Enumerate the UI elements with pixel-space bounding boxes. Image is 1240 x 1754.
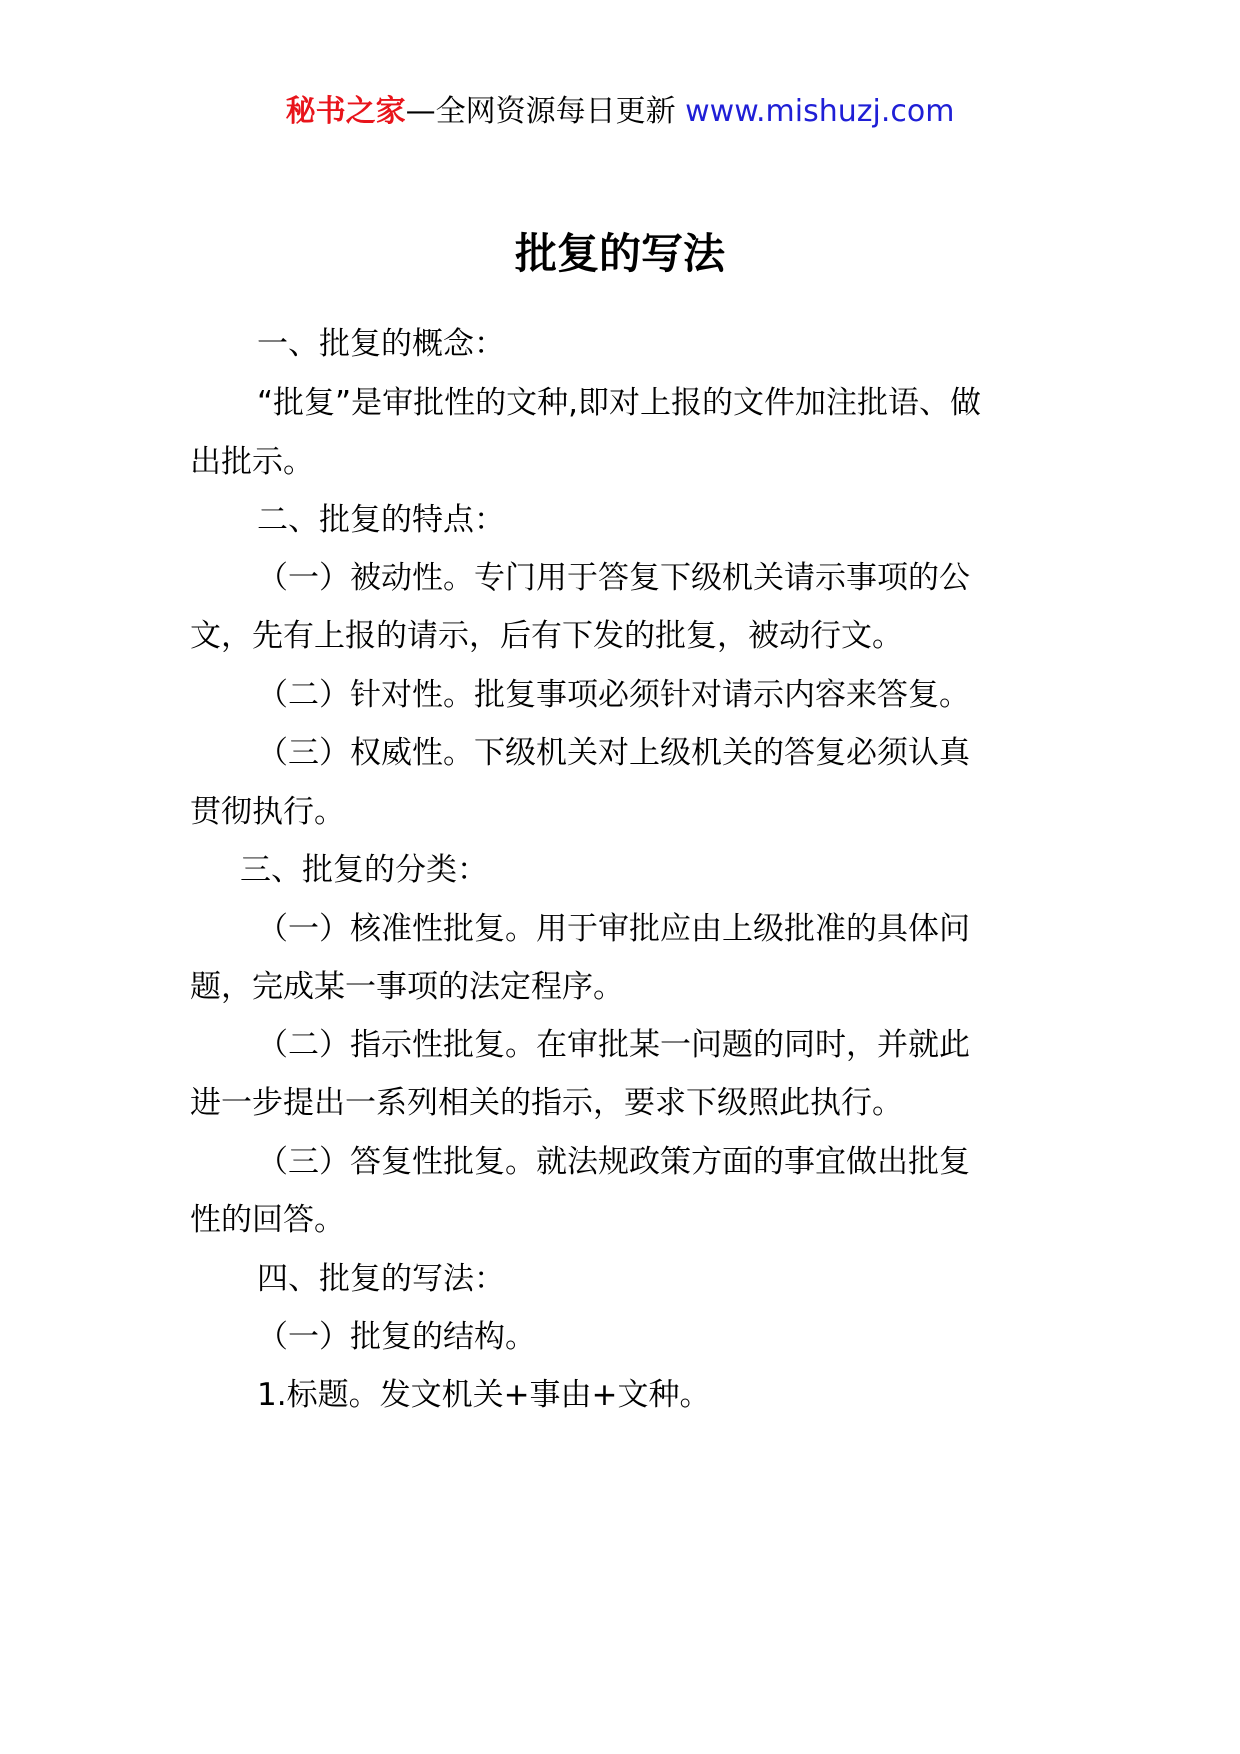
paragraph-line: （一）核准性批复。用于审批应由上级批准的具体问 (257, 911, 970, 947)
paragraph-line: 贯彻执行。 (190, 794, 345, 830)
brand-name: 秘书之家 (285, 94, 406, 129)
paragraph-line: （一）批复的结构。 (257, 1319, 536, 1355)
paragraph-line: （三）权威性。下级机关对上级机关的答复必须认真 (257, 735, 970, 771)
paragraph-line: 性的回答。 (190, 1202, 345, 1238)
paragraph-line: （二）指示性批复。在审批某一问题的同时，并就此 (257, 1027, 970, 1063)
paragraph-line: 进一步提出一系列相关的指示，要求下级照此执行。 (190, 1085, 903, 1121)
paragraph-line: “批复”是审批性的文种,即对上报的文件加注批语、做 (257, 385, 981, 421)
site-header (0, 92, 1240, 132)
section-heading-types: 三、批复的分类： (240, 852, 488, 888)
paragraph-line: （二）针对性。批复事项必须针对请示内容来答复。 (257, 677, 970, 713)
paragraph-line: （一）被动性。专门用于答复下级机关请示事项的公 (257, 560, 970, 596)
paragraph-line: 1.标题。发文机关+事由+文种。 (257, 1377, 711, 1413)
paragraph-line: 文，先有上报的请示，后有下发的批复，被动行文。 (190, 618, 903, 654)
section-heading-writing: 四、批复的写法： (257, 1261, 505, 1297)
paragraph-line: （三）答复性批复。就法规政策方面的事宜做出批复 (257, 1144, 970, 1180)
paragraph-line: 题，完成某一事项的法定程序。 (190, 969, 624, 1005)
site-slogan: —全网资源每日更新 (405, 94, 686, 129)
document-title: 批复的写法 (514, 229, 725, 278)
section-heading-concept: 一、批复的概念： (257, 326, 505, 362)
section-heading-features: 二、批复的特点： (257, 502, 505, 538)
paragraph-line: 出批示。 (190, 444, 314, 480)
site-url-link[interactable]: www.mishuzj.com (685, 94, 955, 129)
